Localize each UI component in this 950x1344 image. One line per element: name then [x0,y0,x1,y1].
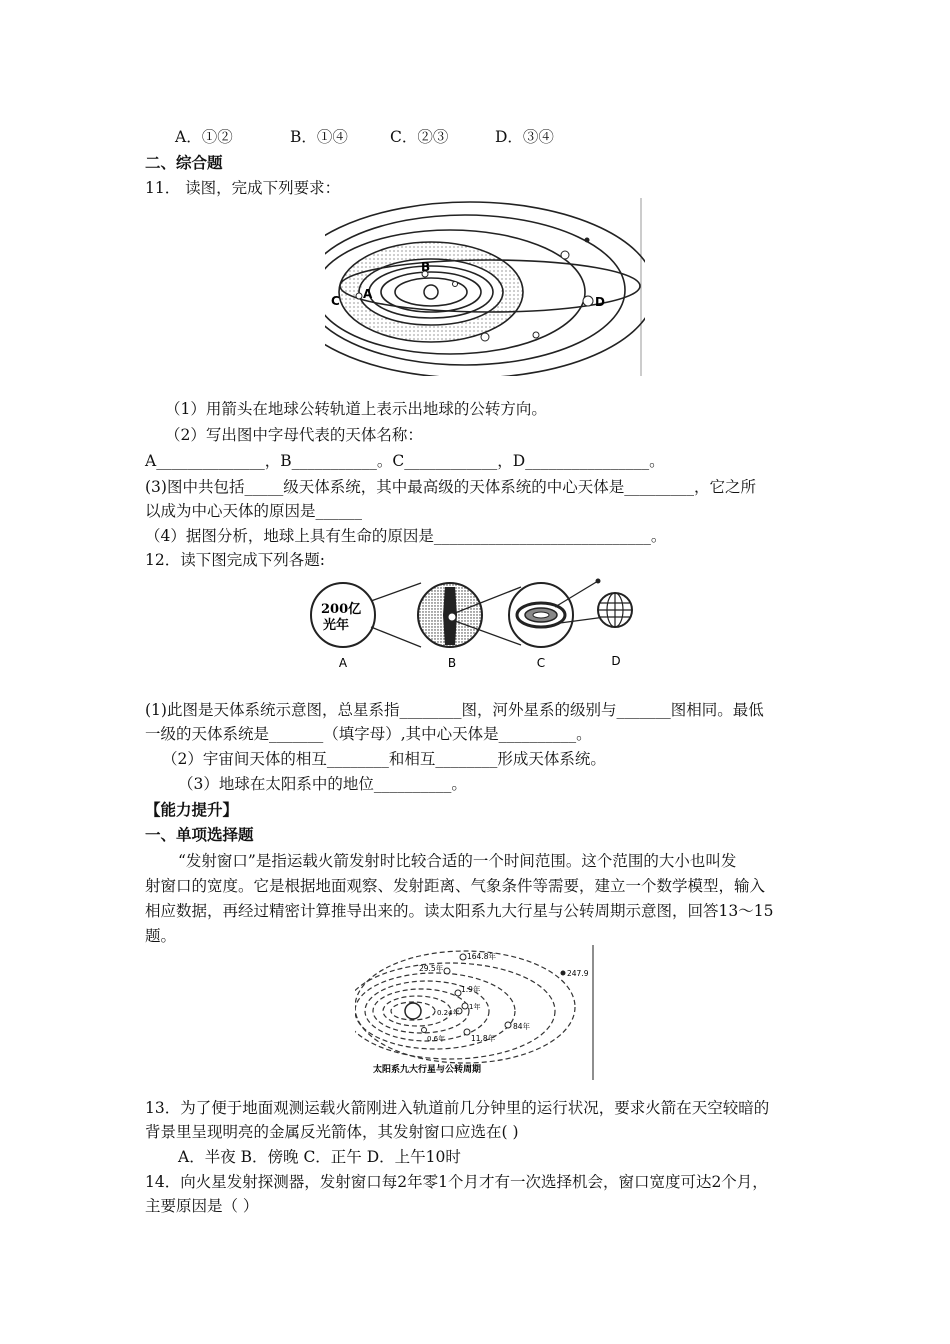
q11-part4: （4）据图分析，地球上具有生命的原因是____________________________。 [145,527,667,545]
ability-title: 【能力提升】 [145,801,239,819]
fig2-label-a: A [338,656,348,670]
q11-part3-line1: (3)图中共包括_____级天体系统，其中最高级的天体系统的中心天体是_________，它之所 [145,478,756,496]
section-2-title: 二、综合题 [145,154,223,172]
fig2-label-b: B [447,656,457,670]
q10-option-d: D．③④ [495,128,554,146]
q10-options-row [175,126,554,148]
q12-part1-line2: 一级的天体系统是_______（填字母）,其中心天体是__________。 [145,725,592,743]
fig3-label-mercury: 0.24年 [437,1009,460,1017]
q13-stem-line1: 13．为了便于地面观测运载火箭刚进入轨道前几分钟里的运行状况，要求火箭在天空较暗的 [145,1099,770,1117]
q14-stem-line1: 14．向火星发射探测器，发射窗口每2年零1个月才有一次选择机会，窗口宽度可达2个月， [145,1173,768,1191]
q10-option-c: C．②③ [390,128,449,146]
fig1-label-a: A [363,287,373,301]
q11-part1: （1）用箭头在地球公转轨道上表示出地球的公转方向。 [165,400,547,418]
q12-part1-line1: (1)此图是天体系统示意图，总星系指________图，河外星系的级别与_______图相同。最低 [145,701,764,719]
section-1-title: 一、单项选择题 [145,826,254,844]
q11-part2-blanks: A______________，B___________。C____________，D________________。 [145,452,665,470]
q10-option-a: A．①② [175,128,233,146]
q10-option-b: B．①④ [290,128,348,146]
q14-stem-line2: 主要原因是（ ） [145,1197,259,1215]
fig3-label-uranus: 84年 [513,1022,531,1031]
q12-part2: （2）宇宙间天体的相互________和相互________形成天体系统。 [162,750,606,768]
q12-part3: （3）地球在太阳系中的地位__________。 [178,775,467,793]
passage-line-3: 相应数据，再经过精密计算推导出来的。读太阳系九大行星与公转周期示意图，回答13～15 [145,902,774,920]
planet-period-figure [355,945,600,1080]
fig2-label-c: C [536,656,546,670]
q11-part3-line2: 以成为中心天体的原因是______ [145,502,363,520]
fig3-label-neptune: 164.8年 [467,952,496,961]
q11-stem: 11． 读图，完成下列要求： [145,179,341,197]
fig1-label-d: D [595,295,605,309]
fig3-label-mars: 1.9年 [461,985,481,994]
fig1-label-c: C [331,294,340,308]
fig2-a-text-1: 200亿 [321,602,362,617]
fig3-label-venus: 0.6年 [427,1035,446,1043]
q12-stem: 12．读下图完成下列各题: [145,551,325,569]
fig1-label-b: B [421,260,431,274]
fig3-label-jupiter: 11.8年 [471,1034,496,1043]
fig2-label-d: D [611,654,621,668]
passage-line-1: “发射窗口”是指运载火箭发射时比较合适的一个时间范围。这个范围的大小也叫发 [178,852,737,870]
q11-part2: （2）写出图中字母代表的天体名称： [165,426,423,444]
q13-options: A．半夜 B．傍晚 C．正午 D．上午10时 [178,1148,461,1166]
fig3-caption: 太阳系九大行星与公转周期 [373,1065,482,1075]
passage-line-2: 射窗口的宽度。它是根据地面观察、发射距离、气象条件等需要，建立一个数学模型，输入 [145,877,766,895]
q13-stem-line2: 背景里呈现明亮的金属反光箭体，其发射窗口应选在( ) [145,1123,519,1141]
fig3-label-saturn: 29.5年 [419,964,444,973]
fig3-label-earth: 1年 [469,1003,481,1011]
passage-line-4: 题。 [145,927,177,945]
celestial-system-figure [305,575,650,675]
fig2-a-text-2: 光年 [323,618,350,633]
fig3-label-pluto: 247.9 [567,969,589,978]
solar-system-orbit-figure [325,198,645,376]
